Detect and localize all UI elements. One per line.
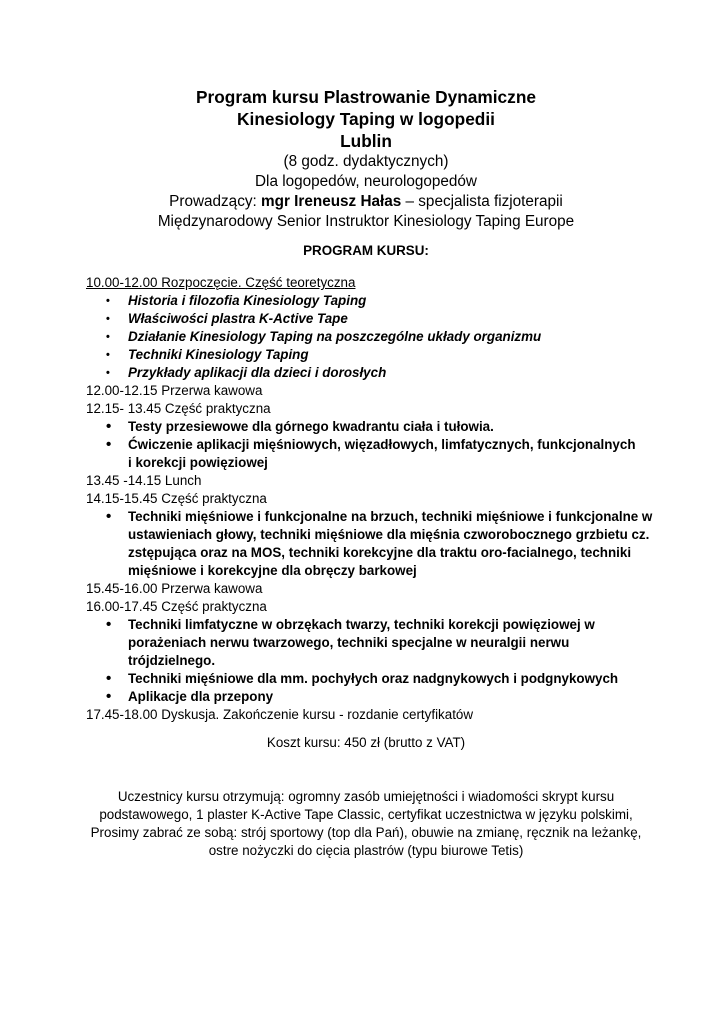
list-item-text: mięśniowe i korekcyjne dla obręczy barkowej — [128, 563, 417, 578]
list-item-text: Ćwiczenie aplikacji mięśniowych, więzadłowych, limfatycznych, funkcjonalnych — [128, 437, 636, 452]
course-audience: Dla logopedów, neurologopedów — [255, 173, 477, 190]
list-item — [86, 292, 665, 310]
list-item-text: Działanie Kinesiology Taping na poszczególne układy organizmu — [128, 329, 542, 344]
practice-list-1 — [86, 418, 665, 472]
course-cost: Koszt kursu: 450 zł (brutto z VAT) — [266, 735, 466, 750]
list-item-text: zstępująca oraz na MOS, techniki korekcyjne dla traktu oro-facialnego, techniki — [128, 545, 632, 560]
list-item — [86, 616, 665, 670]
course-instructor — [86, 192, 646, 212]
instructor-title: Międzynarodowy Senior Instruktor Kinesiology Taping Europe — [157, 213, 575, 230]
agenda-time-block2: 12.15- 13.45 Część praktyczna — [86, 401, 271, 416]
list-item — [86, 328, 665, 346]
list-item-text: Właściwości plastra K-Active Tape — [128, 311, 348, 326]
agenda-time-block3: 14.15-15.45 Część praktyczna — [86, 491, 267, 506]
list-item-text: Techniki limfatyczne w obrzękach twarzy, techniki korekcji powięziowej w — [128, 617, 595, 632]
agenda-lunch: 13.45 -14.15 Lunch — [86, 473, 202, 488]
bullet-icon: • — [106, 616, 112, 633]
list-item-text: Testy przesiewowe dla górnego kwadrantu ciała i tułowia. — [128, 419, 494, 434]
list-item-text: trójdzielnego. — [128, 653, 216, 668]
course-hours: (8 godz. dydaktycznych) — [283, 153, 449, 170]
practice-list-2 — [86, 508, 665, 580]
agenda-time-block1: 10.00-12.00 Rozpoczęcie. Część teoretyczna — [86, 275, 356, 290]
footer-info — [86, 788, 646, 860]
bullet-icon: • — [106, 418, 112, 435]
practice-list-3 — [86, 616, 665, 706]
agenda-time-block4: 16.00-17.45 Część praktyczna — [86, 599, 267, 614]
list-item — [86, 436, 665, 472]
list-item-text: Techniki Kinesiology Taping — [128, 347, 309, 362]
footer-line: Uczestnicy kursu otrzymują: ogromny zasób umiejętności i wiadomości skrypt kursu — [117, 789, 615, 804]
list-item — [86, 346, 665, 364]
document-header — [86, 86, 646, 232]
list-item — [86, 364, 665, 382]
bullet-icon: • — [106, 436, 112, 453]
list-item-text: Przykłady aplikacji dla dzieci i dorosłych — [128, 365, 387, 380]
bullet-icon: • — [106, 367, 110, 379]
footer-line: Prosimy zabrać ze sobą: strój sportowy (top dla Pań), obuwie na zmianę, ręcznik na leżankę, — [90, 825, 642, 840]
agenda-break1: 12.00-12.15 Przerwa kawowa — [86, 383, 263, 398]
bullet-icon: • — [106, 688, 112, 705]
list-item-text: Historia i filozofia Kinesiology Taping — [128, 293, 367, 308]
agenda-closing: 17.45-18.00 Dyskusja. Zakończenie kursu - rozdanie certyfikatów — [86, 707, 474, 722]
course-title: Program kursu Plastrowanie Dynamiczne — [196, 87, 536, 107]
list-item-text: Techniki mięśniowe i funkcjonalne na brzuch, techniki mięśniowe i funkcjonalne w — [128, 509, 653, 524]
footer-line: podstawowego, 1 plaster K-Active Tape Classic, certyfikat uczestnictwa w języku polskimi, — [99, 807, 633, 822]
list-item-text: ustawieniach głowy, techniki mięśniowe dla mięśnia czworobocznego grzbietu cz. — [128, 527, 650, 542]
bullet-icon: • — [106, 295, 110, 307]
list-item — [86, 688, 665, 706]
program-heading: PROGRAM KURSU: — [303, 243, 429, 258]
bullet-icon: • — [106, 331, 110, 343]
theory-topics-list — [86, 292, 665, 382]
instructor-role: – specjalista fizjoterapii — [401, 193, 563, 210]
instructor-name: mgr Ireneusz Hałas — [261, 193, 402, 210]
bullet-icon: • — [106, 349, 110, 361]
bullet-icon: • — [106, 508, 112, 525]
footer-line: ostre nożyczki do cięcia plastrów (typu biurowe Tetis) — [208, 843, 524, 858]
list-item-text: Aplikacje dla przepony — [128, 689, 274, 704]
list-item-text: porażeniach nerwu twarzowego, techniki specjalne w neuralgii nerwu — [128, 635, 570, 650]
bullet-icon: • — [106, 313, 110, 325]
list-item — [86, 508, 665, 580]
list-item — [86, 310, 665, 328]
course-city: Lublin — [340, 131, 392, 151]
instructor-label: Prowadzący: — [169, 193, 261, 210]
agenda-break2: 15.45-16.00 Przerwa kawowa — [86, 581, 263, 596]
list-item-text: Techniki mięśniowe dla mm. pochyłych oraz nadgnykowych i podgnykowych — [128, 671, 619, 686]
list-item-text: i korekcji powięziowej — [128, 455, 268, 470]
list-item — [86, 418, 665, 436]
agenda — [86, 274, 665, 724]
list-item — [86, 670, 665, 688]
bullet-icon: • — [106, 670, 112, 687]
course-subtitle: Kinesiology Taping w logopedii — [237, 109, 495, 129]
